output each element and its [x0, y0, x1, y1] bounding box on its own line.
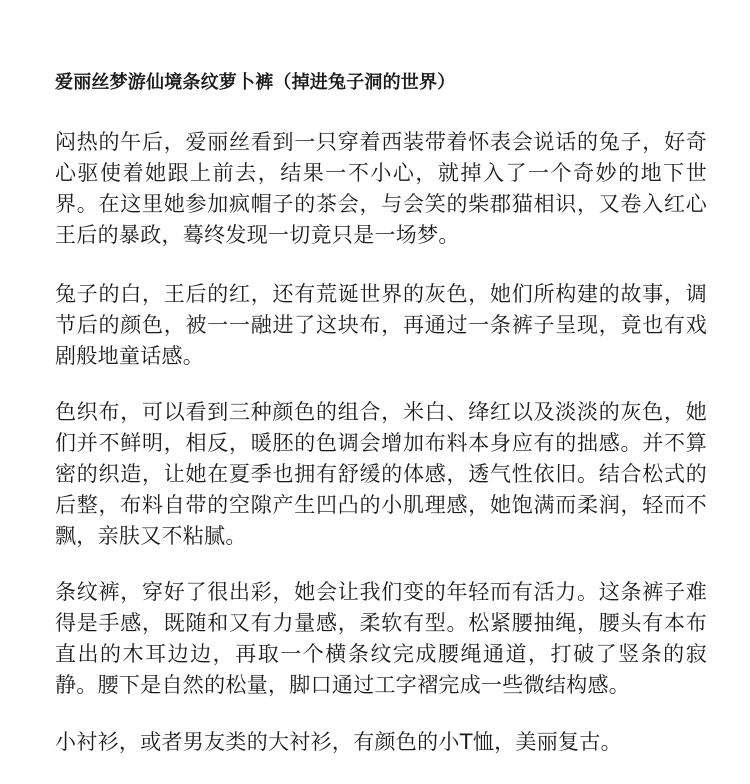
paragraph-story: 闷热的午后，爱丽丝看到一只穿着西装带着怀表会说话的兔子，好奇心驱使着她跟上前去，结果一不小心，就掉入了一个奇妙的地下世界。在这里她参加疯帽子的茶会，与会笑的柴郡猫相识，又卷入红心王后的暴政，蓦终发现一切竟只是一场梦。 [55, 130, 707, 247]
paragraph-styling: 小衬衫，或者男友类的大衬衫，有颜色的小T恤，美丽复古。 [55, 730, 622, 754]
paragraph-pants: 条纹裤，穿好了很出彩，她会让我们变的年轻而有活力。这条裤子难得是手感，既随和又有力量感，柔软有型。松紧腰抽绳，腰头有本布直出的木耳边边，再取一个横条纹完成腰绳通道，打破了竖条的寂静。腰下是自然的松量，脚口通过工字褶完成一些微结构感。 [55, 580, 707, 697]
paragraph-colors: 兔子的白，王后的红，还有荒诞世界的灰色，她们所构建的故事，调节后的颜色，被一一融进了这块布，再通过一条裤子呈现，竟也有戏剧般地童话感。 [55, 282, 707, 368]
article-title: 爱丽丝梦游仙境条纹萝卜裤（掉进兔子洞的世界） [55, 72, 456, 93]
paragraph-fabric: 色织布，可以看到三种颜色的组合，米白、绛红以及淡淡的灰色，她们并不鲜明，相反，暖胚的色调会增加布料本身应有的拙感。并不算密的织造，让她在夏季也拥有舒缓的体感，透气性依旧。结合松式的后整，布料自带的空隙产生凹凸的小肌理感，她饱满而柔润，轻而不飘，亲肤又不粘腻。 [55, 400, 707, 548]
